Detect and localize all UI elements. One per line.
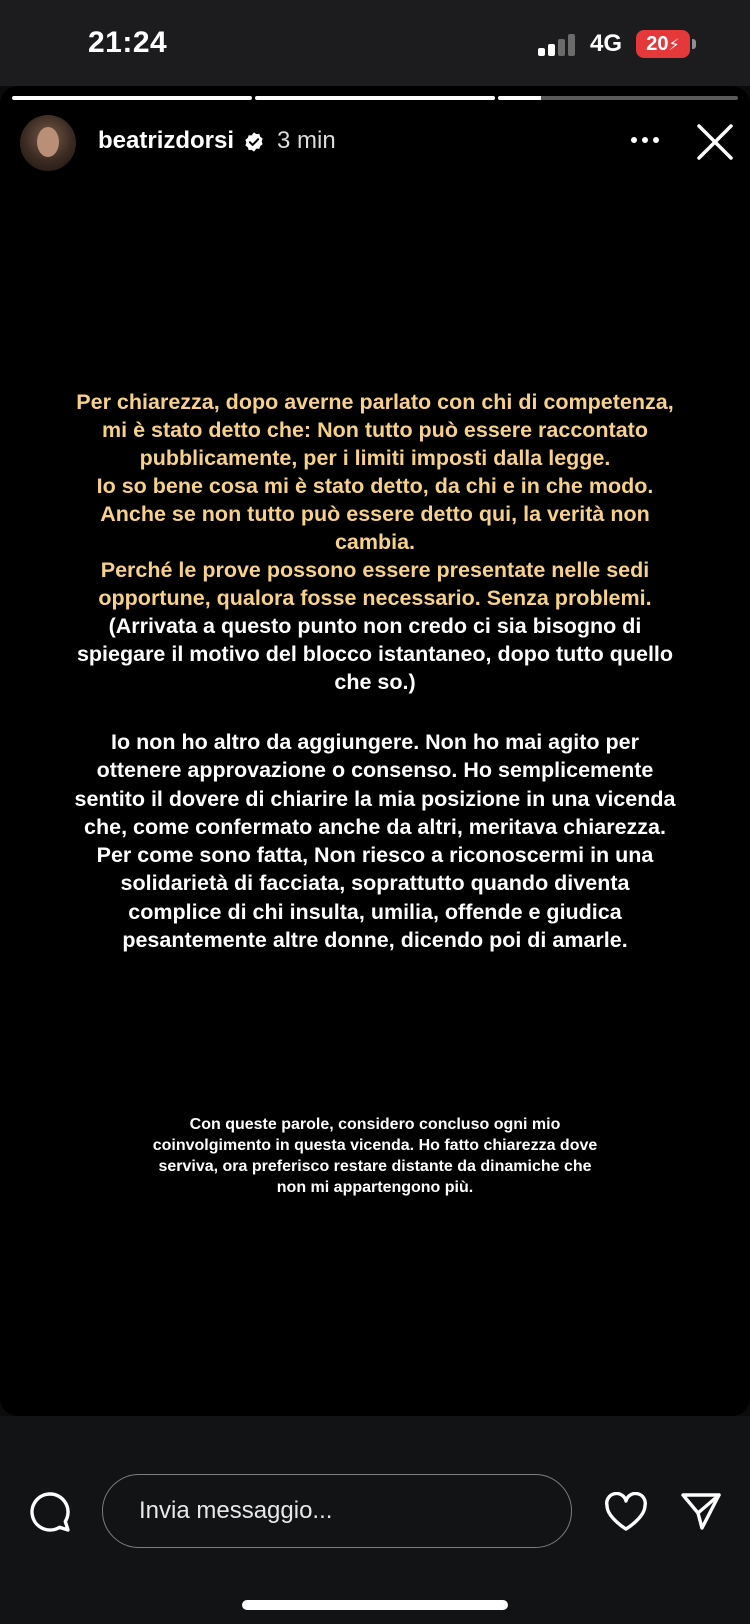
progress-segment-fill xyxy=(12,96,252,100)
avatar[interactable] xyxy=(20,115,76,171)
story-text-line: cambia. xyxy=(334,530,416,554)
avatar-face xyxy=(37,127,59,157)
battery-icon xyxy=(636,30,690,58)
send-icon[interactable] xyxy=(680,1490,722,1532)
story-text-line: ottenere approvazione o consenso. Ho semplicemente xyxy=(96,758,654,783)
story-text-line: coinvolgimento in questa vicenda. Ho fatto chiarezza dove xyxy=(152,1137,598,1154)
message-input[interactable] xyxy=(102,1474,572,1548)
story-text-line: non mi appartengono più. xyxy=(276,1179,474,1196)
story-text-line: Anche se non tutto può essere detto qui, la verità non xyxy=(100,502,650,526)
story-text-line: sentito il dovere di chiarire la mia posizione in una vicenda xyxy=(74,786,676,811)
story-text-line: Con queste parole, considero concluso ogni mio xyxy=(189,1116,561,1133)
story-text-line: Per chiarezza, dopo averne parlato con chi di competenza, xyxy=(76,390,674,414)
story-username[interactable]: beatrizdorsi xyxy=(98,127,235,154)
story-text-line: Io non ho altro da aggiungere. Non ho mai agito per xyxy=(111,730,639,754)
progress-segment xyxy=(255,96,495,100)
story-text-paragraph-1 xyxy=(20,388,730,696)
like-heart-icon[interactable] xyxy=(604,1492,648,1532)
verified-badge-icon xyxy=(243,131,265,153)
story-text-line: (Arrivata a questo punto non credo ci sia bisogno di xyxy=(108,614,642,638)
story-text-line: Io so bene cosa mi è stato detto, da chi e in che modo. xyxy=(96,474,654,498)
story-progress-bar xyxy=(12,96,738,100)
more-options-icon[interactable] xyxy=(628,128,662,152)
story-text-line: spiegare il motivo del blocco istantaneo, dopo tutto quello xyxy=(76,642,674,666)
story-text-line: complice di chi insulta, umilia, offende e giudica xyxy=(128,899,622,924)
story-text-line: Perché le prove possono essere presentate nelle sedi xyxy=(100,558,650,582)
story-text-line: che, come confermato anche da altri, meritava chiarezza. xyxy=(84,814,666,839)
story-text-line: pesantemente altre donne, dicendo poi di amarle. xyxy=(122,928,628,953)
story-text-line: pubblicamente, per i limiti imposti dalla legge. xyxy=(139,446,611,470)
charging-bolt-icon: ⚡ xyxy=(668,37,680,54)
progress-segment xyxy=(12,96,252,100)
story-text-line: che so.) xyxy=(334,670,416,694)
story-text-line: solidarietà di facciata, soprattutto quando diventa xyxy=(120,871,630,896)
battery-level: 20 xyxy=(646,33,669,55)
status-bar xyxy=(0,0,750,86)
close-icon[interactable] xyxy=(695,122,735,162)
story-text-line: serviva, ora preferisco restare distante da dinamiche che xyxy=(158,1158,592,1175)
home-indicator[interactable] xyxy=(242,1600,508,1610)
story-text-paragraph-3 xyxy=(100,1114,650,1198)
signal-strength-icon xyxy=(538,34,578,56)
progress-segment xyxy=(498,96,738,100)
network-type: 4G xyxy=(590,30,623,57)
progress-segment-fill xyxy=(255,96,495,100)
story-text-line: opportune, qualora fosse necessario. Senza problemi. xyxy=(98,586,652,610)
clock: 21:24 xyxy=(88,26,168,59)
story-text-paragraph-2 xyxy=(20,728,730,954)
reply-bubble-icon[interactable] xyxy=(28,1490,72,1534)
progress-segment-fill xyxy=(498,96,541,100)
battery-tip xyxy=(692,39,696,49)
story-text-line: mi è stato detto che: Non tutto può essere raccontato xyxy=(102,418,648,442)
story-text-line: Per come sono fatta, Non riesco a riconoscermi in una xyxy=(96,843,654,868)
story-time-ago: 3 min xyxy=(277,127,336,154)
